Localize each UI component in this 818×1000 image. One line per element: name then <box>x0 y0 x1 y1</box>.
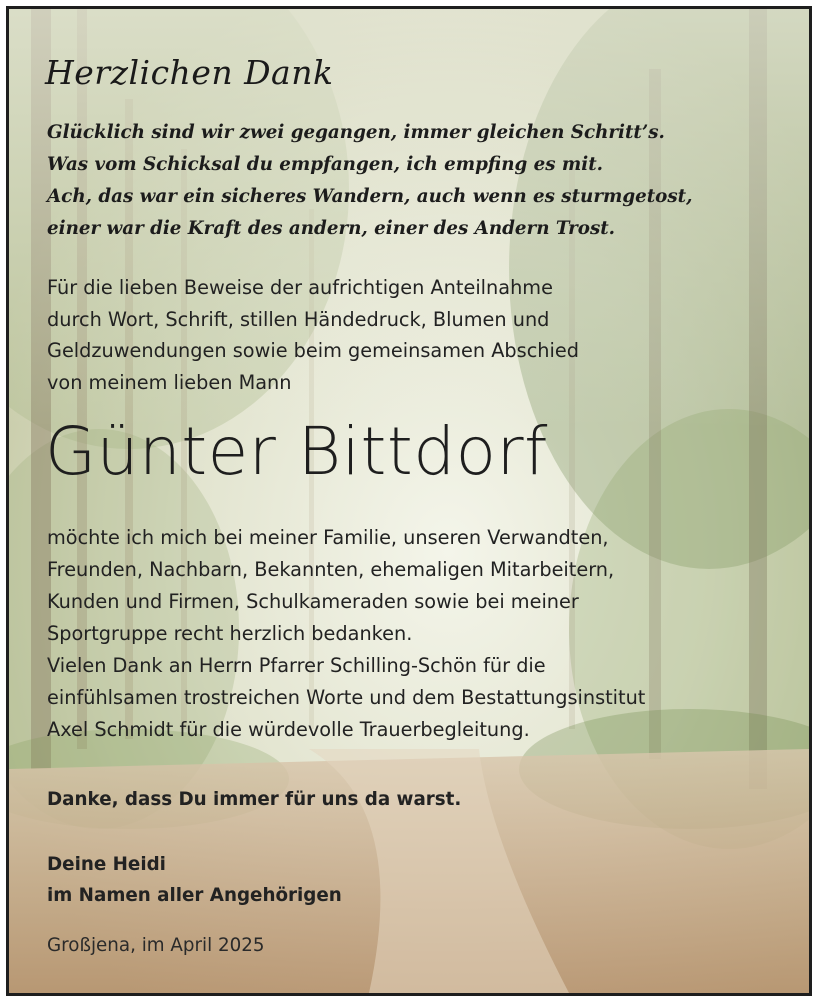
closing-thanks: Danke, dass Du immer für uns da warst. <box>47 789 462 810</box>
text-line: Vielen Dank an Herrn Pfarrer Schilling-Schön für die <box>47 654 546 677</box>
intro-paragraph <box>47 272 579 398</box>
notice-content <box>9 9 809 993</box>
text-line: Axel Schmidt für die würdevolle Trauerbegleitung. <box>47 718 530 741</box>
signature-block <box>47 849 342 911</box>
text-line: durch Wort, Schrift, stillen Händedruck, Blumen und <box>47 307 550 331</box>
text-line: Geldzuwendungen sowie beim gemeinsamen Abschied <box>47 339 579 362</box>
poem-line: einer war die Kraft des andern, einer des Andern Trost. <box>47 218 616 239</box>
poem-line: Was vom Schicksal du empfangen, ich empfing es mit. <box>47 154 604 175</box>
text-line: von meinem lieben Mann <box>47 370 292 394</box>
text-line: einfühlsamen trostreichen Worte und dem Bestattungsinstitut <box>47 686 646 709</box>
place-date: Großjena, im April 2025 <box>47 935 265 956</box>
text-line: möchte ich mich bei meiner Familie, unseren Verwandten, <box>47 526 609 549</box>
poem-line: Ach, das war ein sicheres Wandern, auch wenn es sturmgetost, <box>47 186 693 207</box>
poem-line: Glücklich sind wir zwei gegangen, immer gleichen Schritt’s. <box>47 122 665 143</box>
poem-verse <box>47 117 692 245</box>
deceased-name: Günter Bittdorf <box>45 413 548 490</box>
text-line: Für die lieben Beweise der aufrichtigen Anteilnahme <box>47 276 553 299</box>
text-line: Kunden und Firmen, Schulkameraden sowie bei meiner <box>47 590 579 613</box>
signature-line: im Namen aller Angehörigen <box>47 885 342 906</box>
signature-line: Deine Heidi <box>47 854 166 875</box>
heading-herzlichen-dank: Herzlichen Dank <box>45 53 334 92</box>
obituary-thanks-card <box>6 6 812 996</box>
text-line: Sportgruppe recht herzlich bedanken. <box>47 622 413 645</box>
thanks-paragraph <box>47 522 645 746</box>
text-line: Freunden, Nachbarn, Bekannten, ehemaligen Mitarbeitern, <box>47 558 615 581</box>
